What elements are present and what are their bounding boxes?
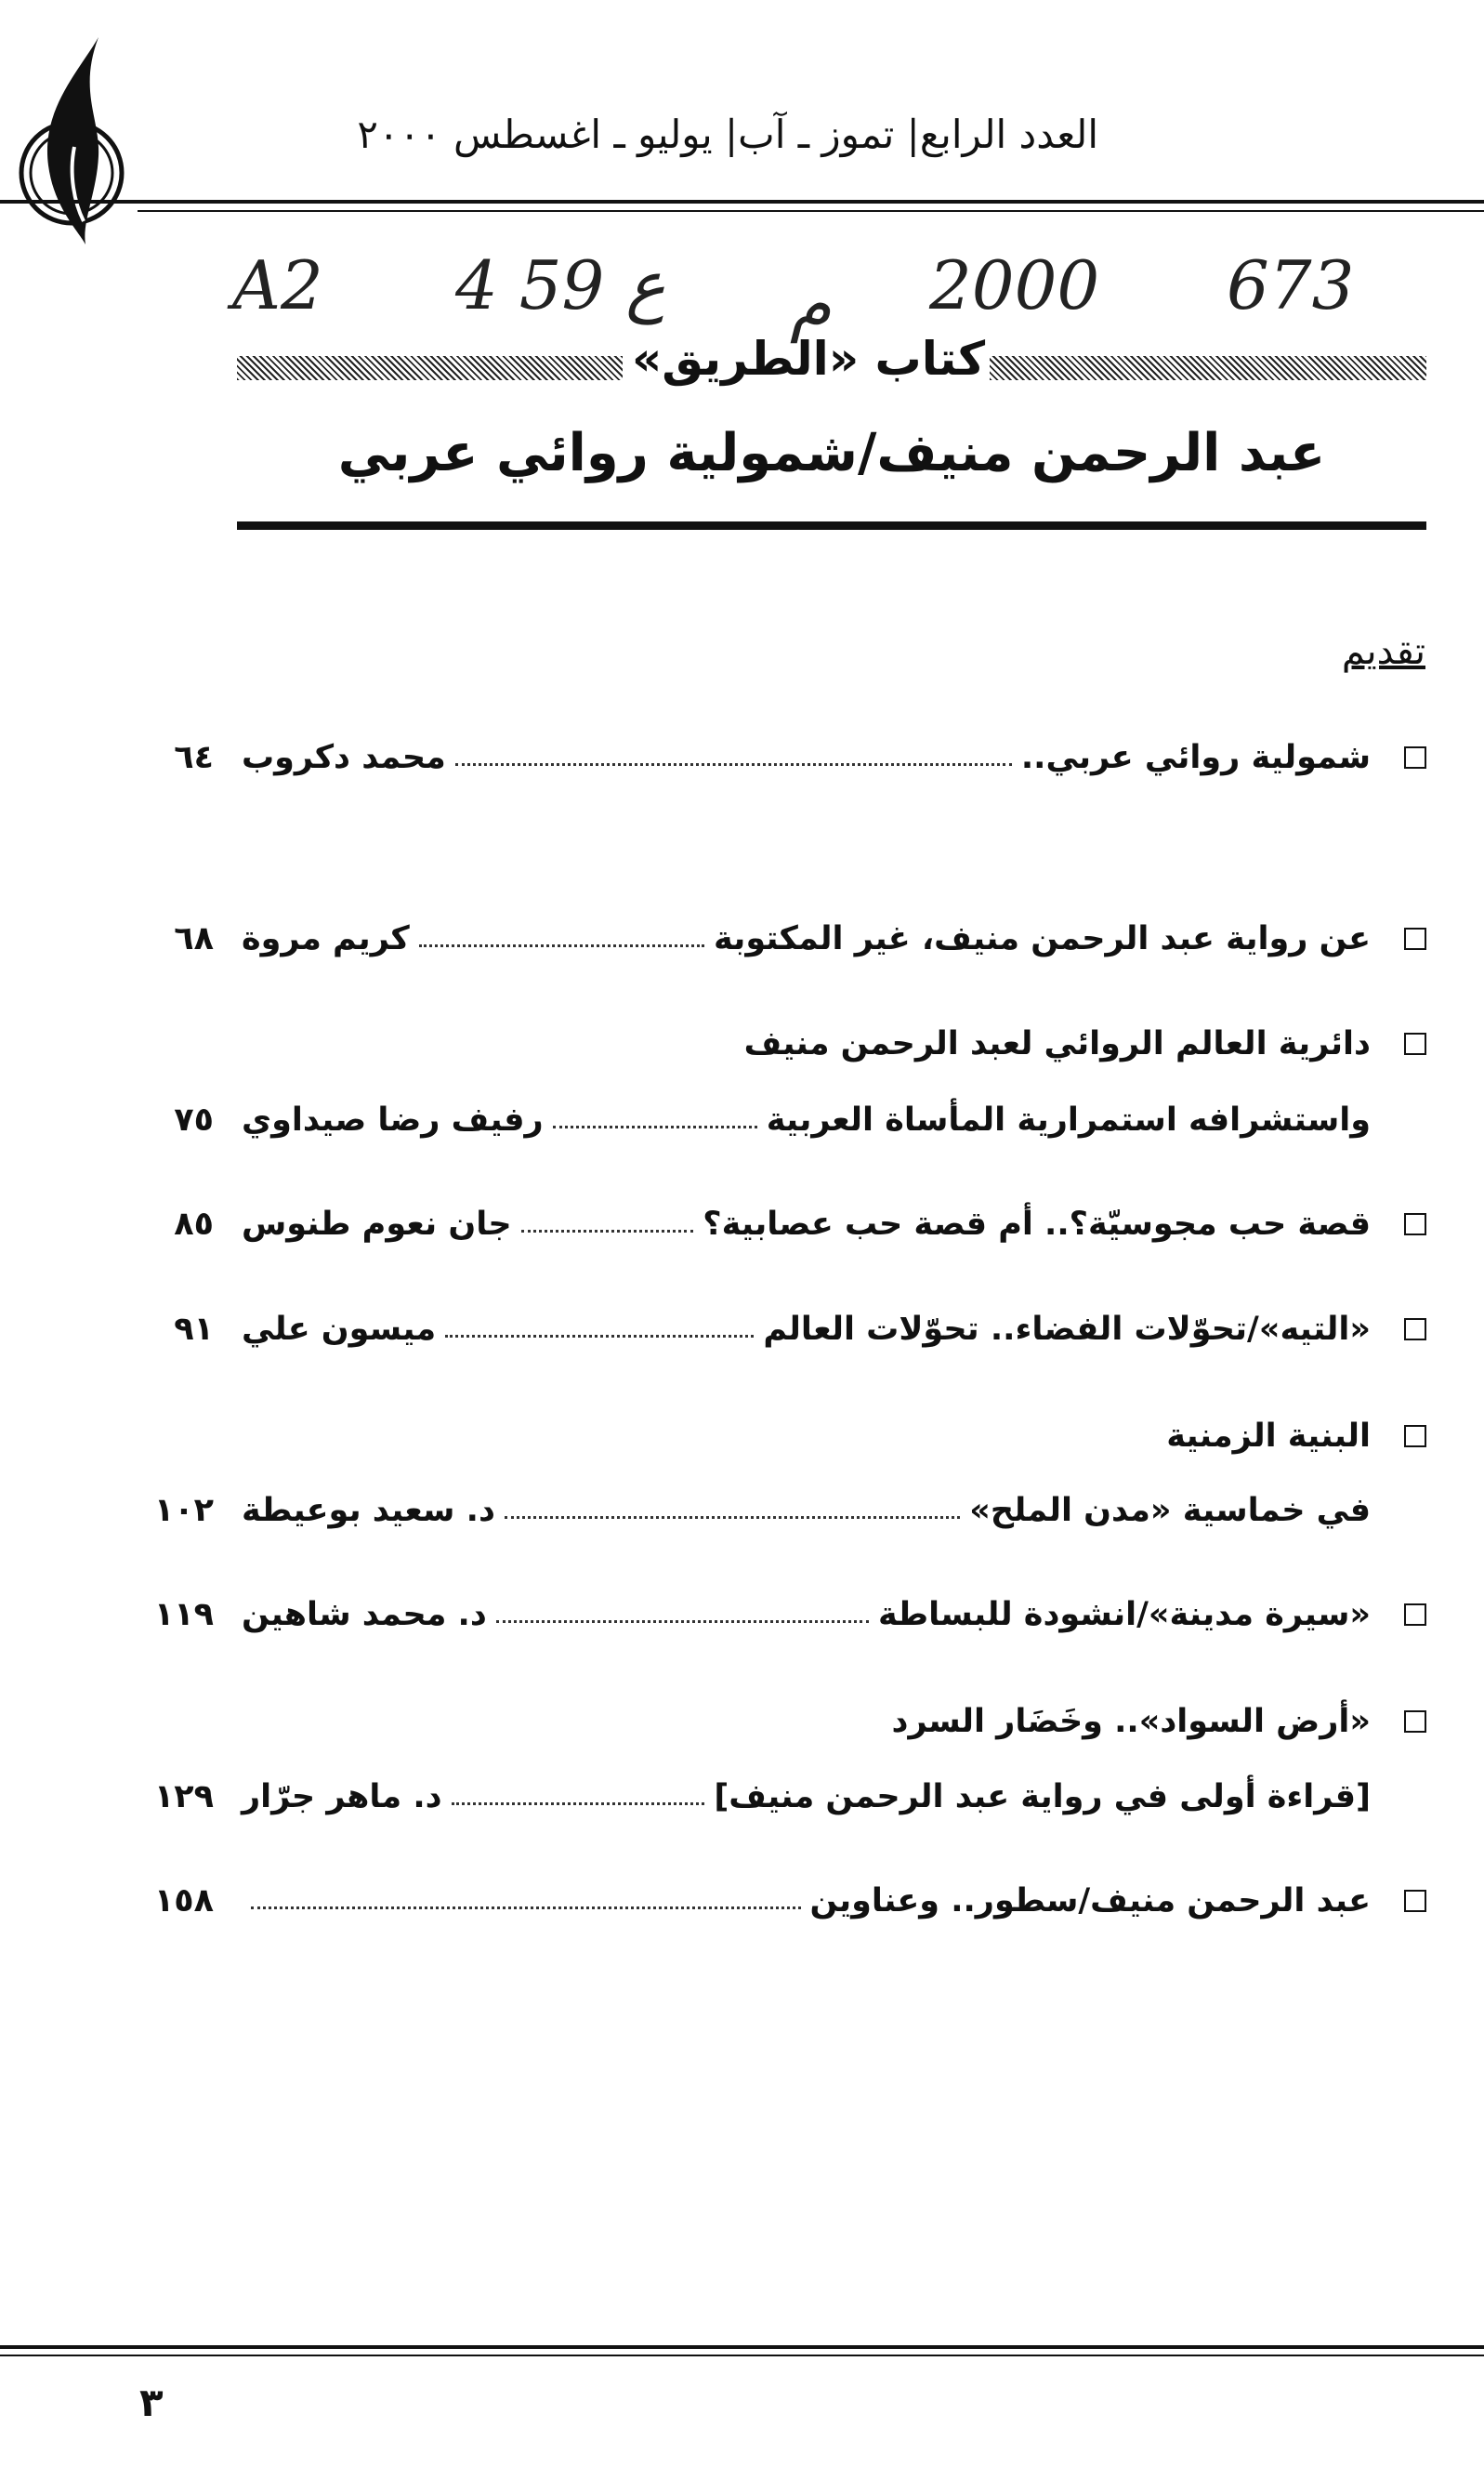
toc-title: شمولية روائي عربي.. bbox=[1020, 739, 1371, 776]
checkbox-icon bbox=[1404, 1425, 1426, 1447]
toc-title: عبد الرحمن منيف/سطور.. وعناوين bbox=[809, 1882, 1371, 1920]
toc-title: «سيرة مدينة»/انشودة للبساطة bbox=[877, 1596, 1371, 1633]
toc-page: ٨٥ bbox=[174, 1206, 214, 1243]
dot-leader bbox=[419, 943, 704, 947]
toc-title: [قراءة أولى في رواية عبد الرحمن منيف] bbox=[714, 1778, 1371, 1815]
dot-leader bbox=[452, 1801, 705, 1805]
dot-leader bbox=[455, 761, 1012, 766]
checkbox-icon bbox=[1404, 746, 1426, 769]
issue-line: العدد الرابع| تموز ـ آب| يوليو ـ اغسطس ٢٠٠٠ bbox=[357, 112, 1098, 157]
flame-emblem-icon bbox=[13, 35, 152, 258]
header-rule bbox=[0, 200, 1484, 204]
toc-author: محمد دكروب bbox=[242, 739, 446, 776]
toc-page: ٦٨ bbox=[174, 920, 214, 957]
toc-entry[interactable] bbox=[130, 1016, 1426, 1072]
toc-page: ٦٤ bbox=[174, 739, 214, 776]
toc-author: كريم مروة bbox=[242, 920, 410, 957]
toc-entry-continuation bbox=[130, 1483, 1426, 1538]
dot-leader bbox=[251, 1905, 801, 1909]
toc-title: واستشرافه استمرارية المأساة العربية bbox=[766, 1102, 1371, 1139]
toc-entry[interactable] bbox=[130, 1587, 1426, 1642]
dot-leader bbox=[505, 1514, 960, 1519]
toc-page: ١٠٢ bbox=[153, 1492, 214, 1529]
checkbox-icon bbox=[1404, 928, 1426, 950]
handwritten-note: 2000 bbox=[929, 246, 1100, 324]
checkbox-icon bbox=[1404, 1318, 1426, 1340]
page-number: ٣ bbox=[139, 2380, 164, 2425]
toc-title: «التيه»/تحوّلات الفضاء.. تحوّلات العالم bbox=[763, 1311, 1371, 1348]
series-banner bbox=[237, 332, 1426, 386]
toc-author: د. سعيد بوعيطة bbox=[242, 1492, 495, 1529]
checkbox-icon bbox=[1404, 1890, 1426, 1912]
toc-author: رفيف رضا صيداوي bbox=[242, 1102, 544, 1139]
toc-entry-continuation bbox=[130, 1092, 1426, 1148]
checkbox-icon bbox=[1404, 1033, 1426, 1055]
toc-page: ١٥٨ bbox=[153, 1882, 214, 1920]
dot-leader bbox=[496, 1618, 869, 1623]
hatch-band-right bbox=[990, 356, 1426, 380]
toc-entry[interactable] bbox=[130, 1873, 1426, 1929]
toc-entry[interactable] bbox=[130, 1301, 1426, 1357]
toc-entry[interactable] bbox=[130, 1694, 1426, 1749]
header-rule-thin bbox=[138, 210, 1484, 212]
hatch-band-left bbox=[237, 356, 623, 380]
handwritten-note: 673 bbox=[1227, 246, 1355, 324]
series-title: كتاب «الطريق» bbox=[631, 332, 986, 386]
toc-page: ٩١ bbox=[174, 1311, 214, 1348]
toc-author: د. ماهر جرّار bbox=[242, 1778, 442, 1815]
dot-leader bbox=[553, 1124, 757, 1128]
toc-title: دائرية العالم الروائي لعبد الرحمن منيف bbox=[743, 1025, 1371, 1062]
toc-title: «أرض السواد».. وخَضَار السرد bbox=[891, 1703, 1371, 1740]
toc-author: ميسون علي bbox=[242, 1311, 437, 1348]
handwritten-note: م bbox=[790, 265, 832, 343]
dot-leader bbox=[521, 1228, 694, 1233]
dot-leader bbox=[445, 1333, 754, 1338]
section-heading: تقديم bbox=[1341, 630, 1425, 673]
toc-page: ٧٥ bbox=[174, 1102, 214, 1139]
toc-page: ١٢٩ bbox=[153, 1778, 214, 1815]
toc-entry-continuation bbox=[130, 1769, 1426, 1825]
toc-author: جان نعوم طنوس bbox=[242, 1206, 512, 1243]
toc-title: قصة حب مجوسيّة؟.. أم قصة حب عصابية؟ bbox=[703, 1206, 1371, 1243]
handwritten-note: A2 bbox=[232, 246, 323, 324]
toc-entry[interactable] bbox=[130, 911, 1426, 967]
title-rule bbox=[237, 521, 1426, 530]
page-title: عبد الرحمن منيف/شمولية روائي عربي bbox=[337, 423, 1326, 483]
handwritten-note: 4 ع 59 bbox=[455, 246, 666, 324]
footer-rule bbox=[0, 2345, 1484, 2349]
toc-entry[interactable] bbox=[130, 1408, 1426, 1464]
toc-page: ١١٩ bbox=[153, 1596, 214, 1633]
footer-rule-thin bbox=[0, 2355, 1484, 2356]
toc-entry[interactable] bbox=[130, 730, 1426, 785]
toc-title: عن رواية عبد الرحمن منيف، غير المكتوبة bbox=[713, 920, 1371, 957]
toc-title: في خماسية «مدن الملح» bbox=[969, 1492, 1371, 1529]
toc-entry[interactable] bbox=[130, 1196, 1426, 1252]
toc-author: د. محمد شاهين bbox=[242, 1596, 487, 1633]
checkbox-icon bbox=[1404, 1603, 1426, 1626]
toc-title: البنية الزمنية bbox=[1166, 1418, 1371, 1455]
checkbox-icon bbox=[1404, 1213, 1426, 1235]
checkbox-icon bbox=[1404, 1710, 1426, 1733]
